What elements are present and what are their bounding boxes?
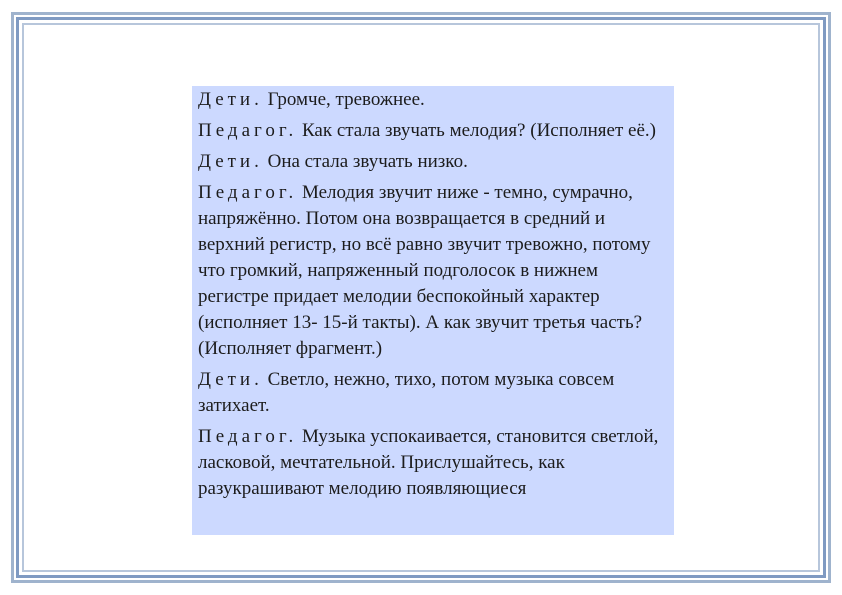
dialogue-paragraph (198, 180, 668, 362)
dialogue-text: Светло, нежно, тихо, потом музыка совсем затихает. (198, 369, 615, 416)
dialogue-text: Как стала звучать мелодия? (Исполняет её.) (297, 120, 656, 141)
speaker-label: Педагог. (198, 182, 298, 203)
dialogue-paragraph (198, 149, 668, 175)
dialogue-paragraph (198, 87, 668, 113)
speaker-label: Дети. (198, 151, 263, 172)
dialogue-paragraph (198, 118, 668, 144)
speaker-label: Педагог. (198, 426, 298, 447)
dialogue-text: Музыка успокаивается, становится светлой, ласковой, мечтательной. Прислушайтесь, как разукрашивают мелодию появляющиеся (198, 426, 659, 499)
speaker-label: Дети. (198, 369, 263, 390)
dialogue-paragraph (198, 367, 668, 419)
dialogue-paragraph (198, 424, 668, 502)
dialogue-text: Она стала звучать низко. (262, 151, 468, 172)
dialogue-text-box (192, 86, 674, 535)
dialogue-text: Громче, тревожнее. (262, 89, 425, 110)
dialogue-text: Мелодия звучит ниже - темно, сумрачно, напряжённо. Потом она возвращается в средний и верхний регистр, но всё равно звучит тревожно, потому что громкий, напряженный подголосок в нижнем регистре придает мелодии беспокойный характер (исполняет 13- 15-й такты). А как звучит третья часть? (Исполняет фрагмент.) (198, 182, 651, 359)
speaker-label: Педагог. (198, 120, 298, 141)
speaker-label: Дети. (198, 89, 263, 110)
